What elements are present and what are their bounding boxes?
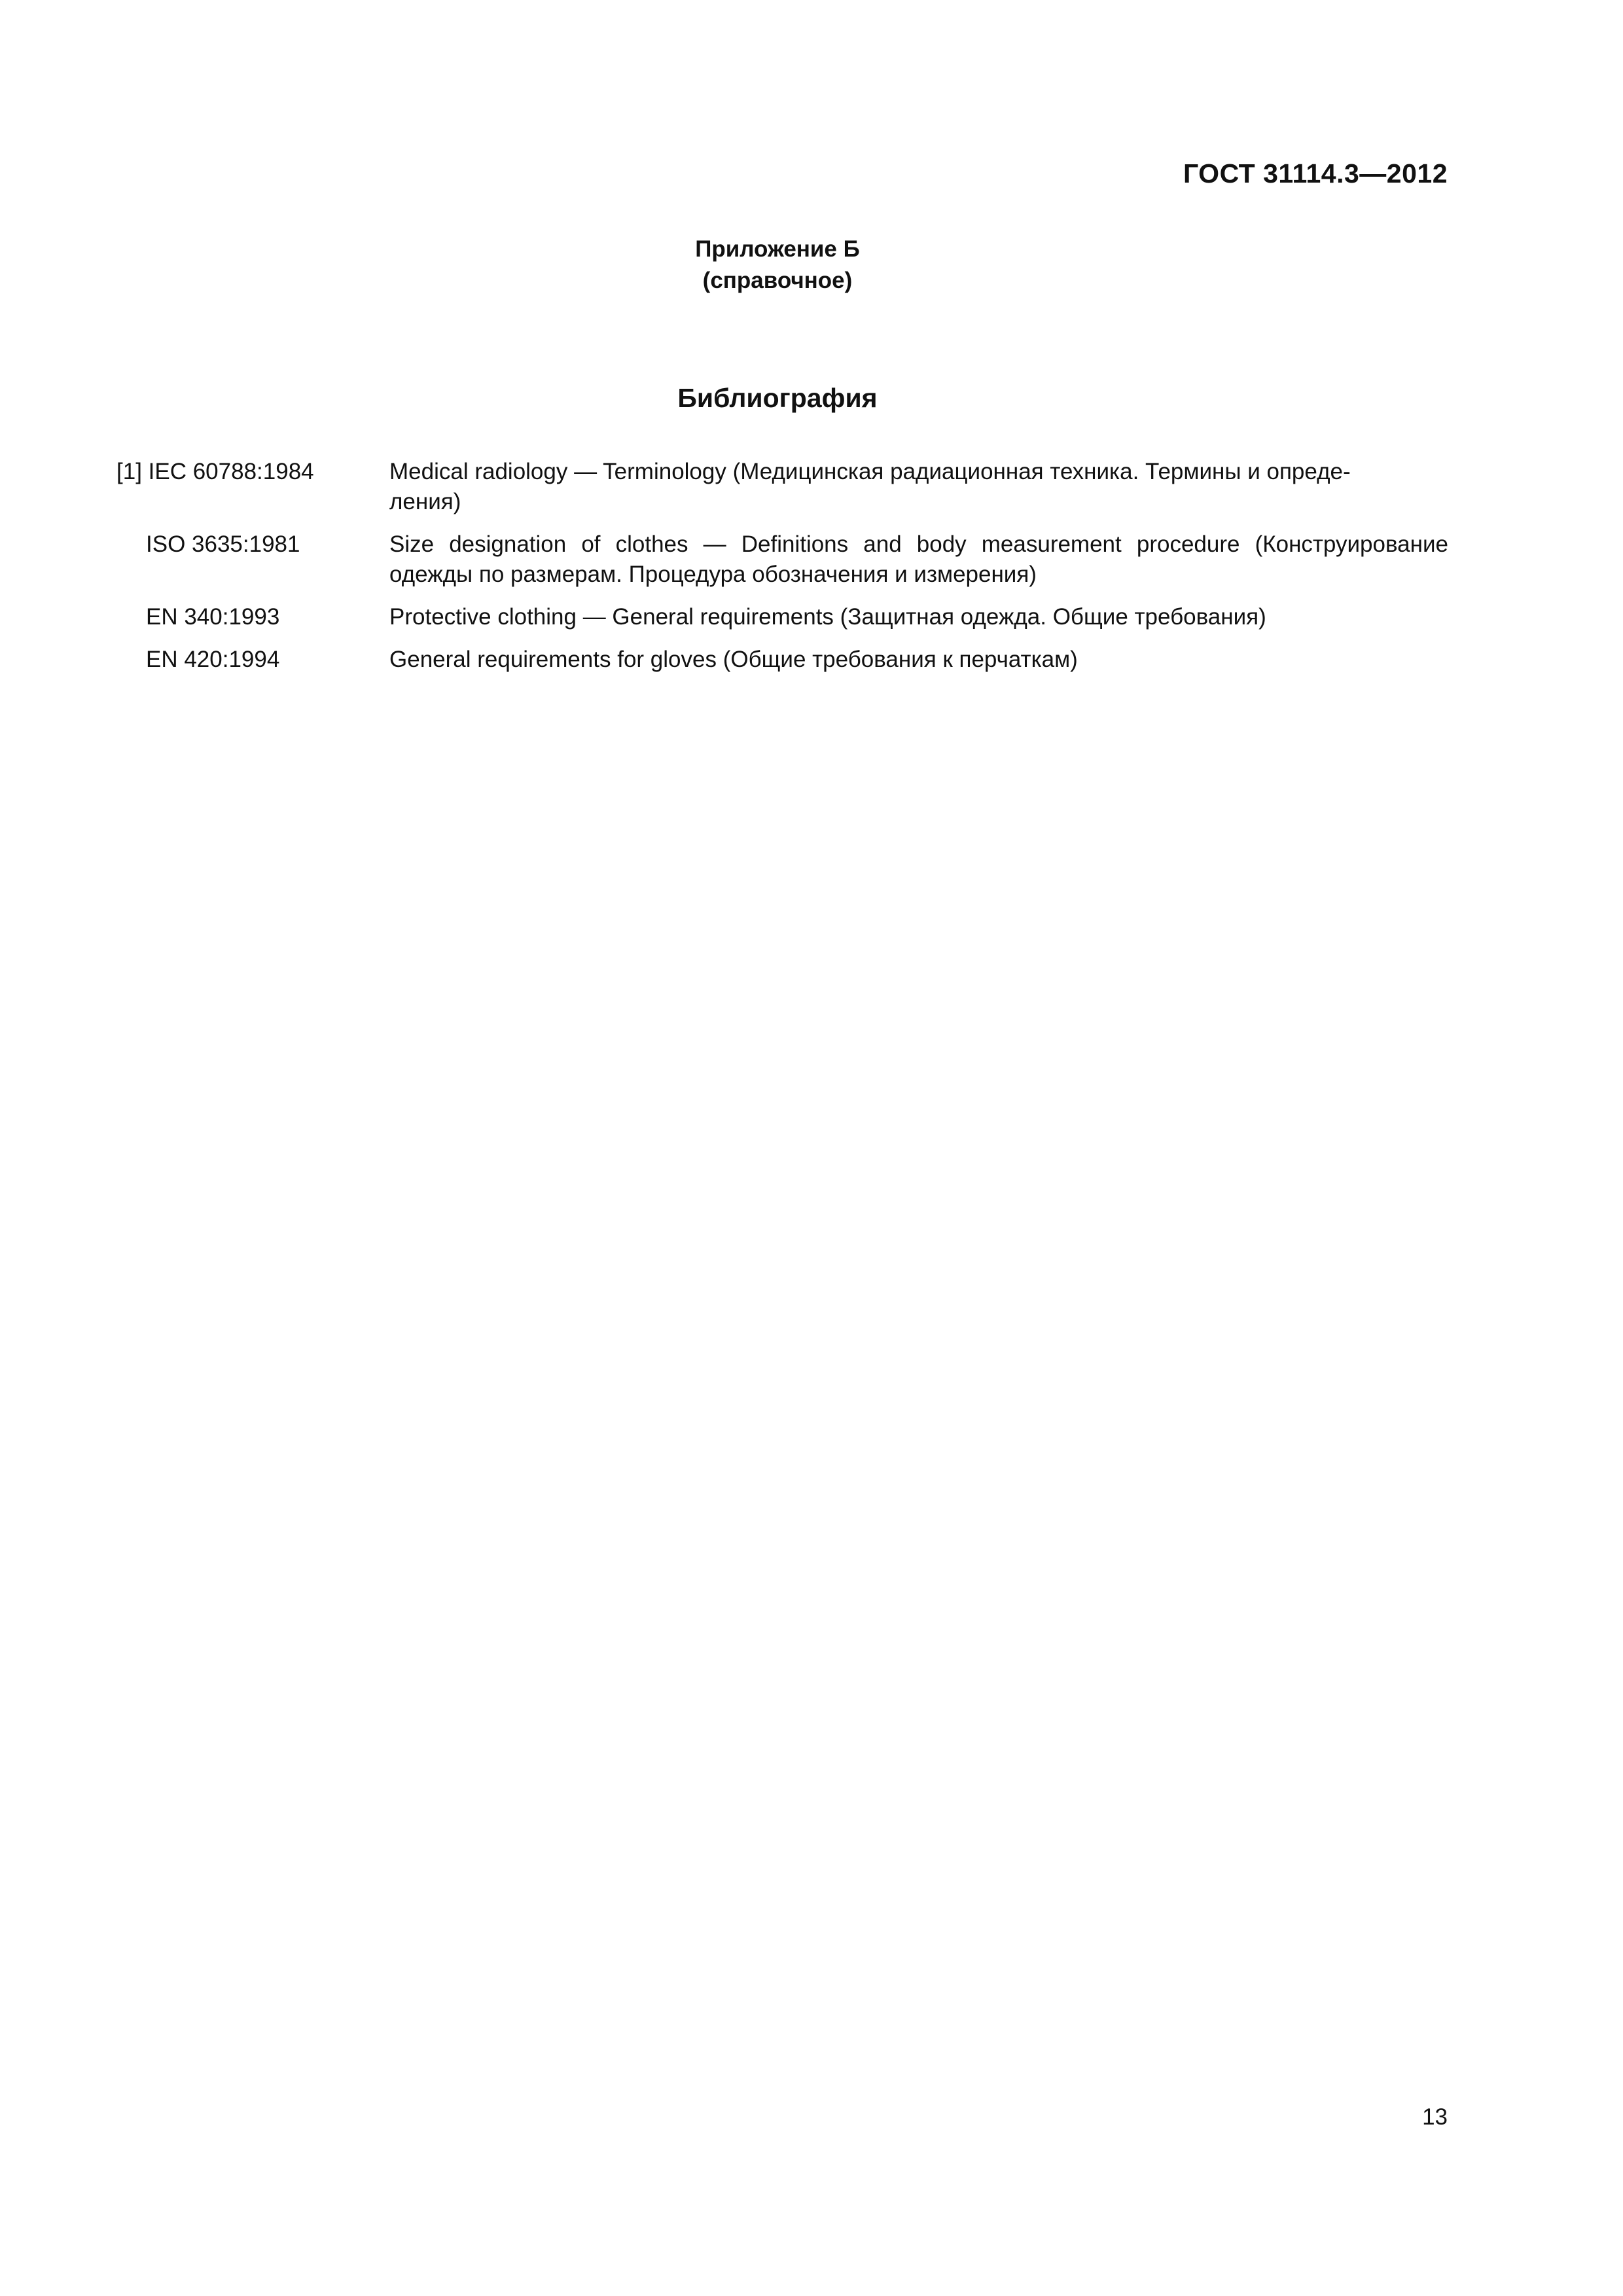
appendix-title: Приложение Б [695,236,860,262]
page-number: 13 [1422,2104,1448,2130]
appendix-subtitle: (справочное) [702,268,853,293]
bibliography-item [116,602,1448,632]
bibliography-list [116,457,1448,687]
appendix-heading [0,234,1555,296]
reference-code: [1] IEC 60788:1984 [116,459,314,484]
reference-text: Size designation of clothes — Definitions and body measurement procedure (Конструирование одежды по размерам. Процедура обозначения и измерения) [389,531,1448,587]
bibliography-item [116,645,1448,675]
reference-code: EN 420:1994 [146,647,280,672]
reference-text: Protective clothing — General requirements (Защитная одежда. Общие требования) [389,604,1266,630]
bibliography-item [116,457,1448,517]
reference-text: Medical radiology — Terminology (Медицинская радиационная техника. Термины и опреде- ления) [389,459,1351,514]
reference-text: General requirements for gloves (Общие требования к перчаткам) [389,647,1078,672]
bibliography-title: Библиография [677,383,878,413]
reference-code: EN 340:1993 [146,604,280,630]
reference-code: ISO 3635:1981 [146,531,300,557]
document-code: ГОСТ 31114.3—2012 [1183,158,1448,188]
bibliography-item [116,529,1448,590]
